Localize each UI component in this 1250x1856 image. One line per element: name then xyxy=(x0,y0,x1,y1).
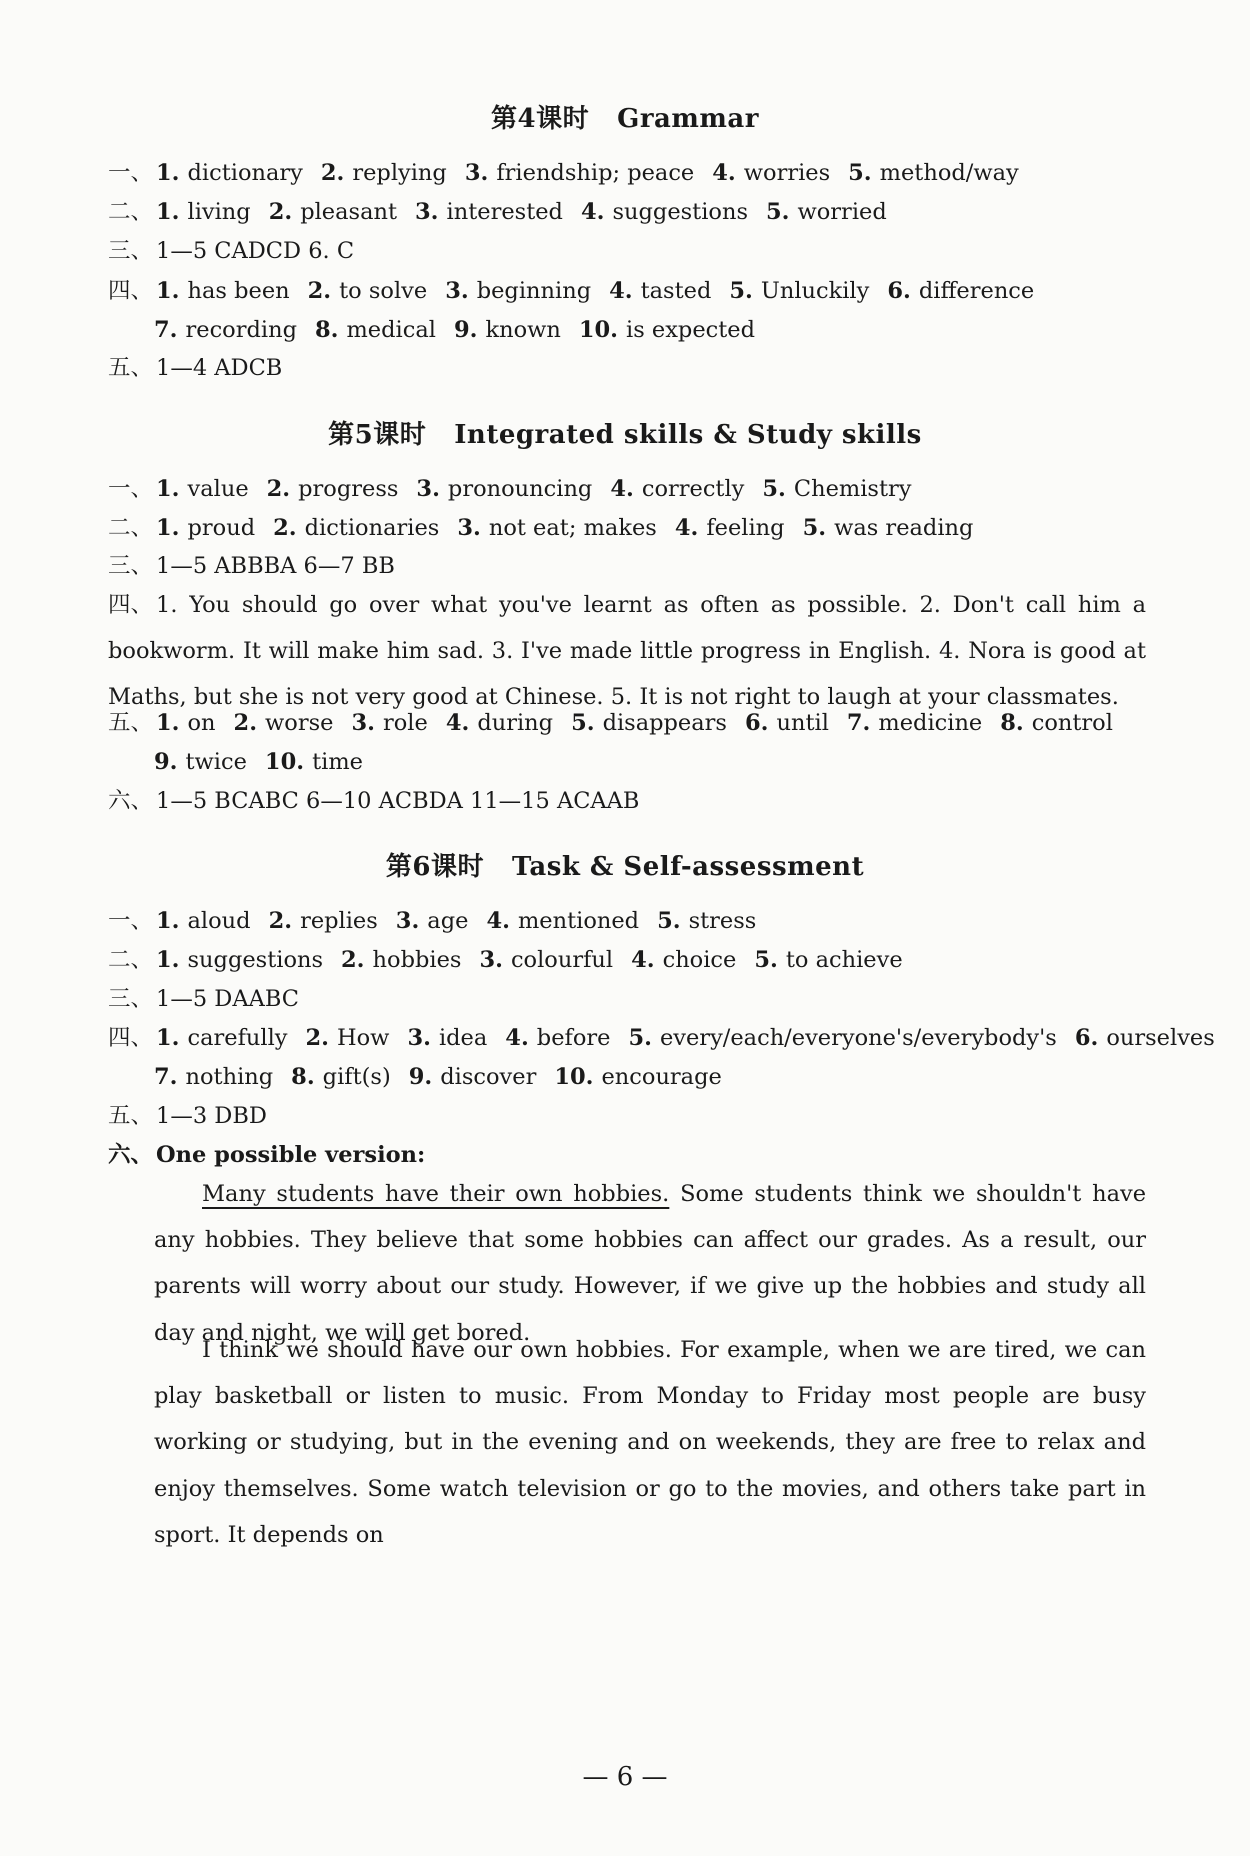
answer-number: 5. xyxy=(754,947,778,973)
answer-text: ourselves xyxy=(1106,1025,1215,1051)
section-title-cn: 第6课时 xyxy=(385,852,484,882)
answer-text: correctly xyxy=(641,476,745,502)
answer-row xyxy=(154,1062,1199,1092)
answer-number: 5. xyxy=(729,278,753,304)
answer-item xyxy=(308,278,428,304)
answer-item xyxy=(454,317,561,343)
answer-number: 9. xyxy=(453,317,478,343)
answer-text: to solve xyxy=(339,278,428,304)
answer-item xyxy=(486,908,639,934)
answer-row xyxy=(154,747,1199,777)
answer-item xyxy=(457,515,656,541)
question-group-label: 四、 xyxy=(108,278,154,304)
answer-number: 5. xyxy=(628,1025,652,1051)
answer-text: recording xyxy=(185,317,297,343)
answer-number: 2. xyxy=(341,947,365,973)
question-group-label: 六、 xyxy=(108,1142,154,1168)
answer-text: 1—5 DAABC xyxy=(156,986,299,1012)
answer-text: hobbies xyxy=(372,947,462,973)
answer-row xyxy=(108,474,1153,504)
essay-text: Some students think we shouldn't have any hobbies. They believe that some hobbies can affect our grades. As a result, our parents will worry about our study. However, if we give up the hobbies and study all day and night, we will get bored. xyxy=(154,1181,1147,1346)
answer-text: tasted xyxy=(640,278,712,304)
answer-text: medical xyxy=(346,317,436,343)
answer-text: stress xyxy=(688,908,757,934)
answer-number: 3. xyxy=(479,947,503,973)
question-group-label: 一、 xyxy=(108,476,154,502)
answer-text: suggestions xyxy=(612,199,748,225)
answer-item xyxy=(156,160,303,186)
answer-number: 4. xyxy=(445,710,470,736)
answer-item xyxy=(581,199,748,225)
answer-number: 4. xyxy=(505,1025,529,1051)
answer-item xyxy=(396,908,469,934)
answer-number: 3. xyxy=(445,278,469,304)
answer-number: 1. xyxy=(156,1025,180,1051)
question-group-label: 四、 xyxy=(108,1025,154,1051)
answer-row xyxy=(108,551,1153,581)
answer-text: How xyxy=(337,1025,390,1051)
answer-row xyxy=(108,1140,1153,1170)
answer-text: control xyxy=(1031,710,1113,736)
answer-number: 4. xyxy=(486,908,510,934)
answer-text: colourful xyxy=(510,947,614,973)
answer-text: pleasant xyxy=(300,199,398,225)
answer-number: 1. xyxy=(156,710,180,736)
answer-text: Chemistry xyxy=(793,476,912,502)
answer-text: dictionary xyxy=(187,160,303,186)
answer-item xyxy=(306,1025,390,1051)
answer-number: 1. xyxy=(156,515,180,541)
answer-number: 3. xyxy=(395,908,420,934)
answer-text: encourage xyxy=(601,1064,722,1090)
answer-text: to achieve xyxy=(785,947,903,973)
answer-item xyxy=(154,1064,273,1090)
answer-number: 5. xyxy=(802,515,827,541)
answer-number: 8. xyxy=(1000,710,1024,736)
answer-text: One possible version: xyxy=(156,1142,426,1168)
answer-item xyxy=(762,476,911,502)
page-number: — 6 — xyxy=(582,1762,668,1792)
answer-text: choice xyxy=(662,947,737,973)
answer-number: 4. xyxy=(712,160,736,186)
question-group-label: 六、 xyxy=(108,788,154,814)
answer-text: 1—4 ADCB xyxy=(156,355,283,381)
answer-text: beginning xyxy=(476,278,592,304)
answer-item xyxy=(409,1064,537,1090)
question-group-label: 一、 xyxy=(108,160,154,186)
answer-text: discover xyxy=(440,1064,537,1090)
answer-item xyxy=(465,160,694,186)
answer-number: 7. xyxy=(154,1064,178,1090)
answer-number: 3. xyxy=(407,1025,431,1051)
answer-text: disappears xyxy=(602,710,727,736)
answer-item xyxy=(628,1025,1056,1051)
answer-item xyxy=(1075,1025,1215,1051)
answer-text: replying xyxy=(352,160,447,186)
answer-text: difference xyxy=(918,278,1035,304)
answer-number: 3. xyxy=(416,476,440,502)
answer-text: mentioned xyxy=(517,908,640,934)
answer-item xyxy=(156,476,249,502)
section-title-en: Task & Self-assessment xyxy=(512,852,865,882)
answer-row xyxy=(108,786,1153,816)
answer-item xyxy=(847,710,982,736)
essay-topic-sentence: Many students have their own hobbies. xyxy=(202,1181,670,1207)
answer-number: 2. xyxy=(268,908,293,934)
answer-text: age xyxy=(427,908,469,934)
answer-item xyxy=(156,199,251,225)
answer-row xyxy=(108,1101,1153,1131)
answer-number: 6. xyxy=(744,710,769,736)
answer-item xyxy=(745,710,829,736)
answer-text: suggestions xyxy=(187,947,324,973)
answer-text: 1—5 CADCD 6. C xyxy=(156,238,355,264)
answer-item xyxy=(265,749,363,775)
answer-number: 6. xyxy=(887,278,911,304)
answer-text: has been xyxy=(187,278,290,304)
answer-text: living xyxy=(187,199,251,225)
answer-text: known xyxy=(485,317,561,343)
answer-number: 2. xyxy=(266,476,291,502)
answer-item xyxy=(631,947,736,973)
answer-row xyxy=(108,236,1153,266)
answer-number: 1. xyxy=(156,476,180,502)
answer-number: 4. xyxy=(580,199,605,225)
question-group-label: 四、 xyxy=(108,592,154,618)
answer-number: 3. xyxy=(415,199,439,225)
answer-item xyxy=(269,908,378,934)
answer-number: 9. xyxy=(408,1064,433,1090)
answer-item xyxy=(729,278,869,304)
answer-text: not eat; makes xyxy=(488,515,657,541)
answer-text: 1—3 DBD xyxy=(156,1103,267,1129)
answer-text: Unluckily xyxy=(760,278,870,304)
answer-row xyxy=(108,906,1153,936)
question-group-label: 五、 xyxy=(108,710,154,736)
answer-item xyxy=(803,515,974,541)
answer-text: friendship; peace xyxy=(496,160,695,186)
answer-row xyxy=(108,197,1153,227)
answer-number: 9. xyxy=(154,749,178,775)
answer-item xyxy=(416,476,592,502)
answer-number: 1. xyxy=(156,199,180,225)
answer-item xyxy=(273,515,439,541)
answer-item xyxy=(848,160,1019,186)
section-title-en: Integrated skills & Study skills xyxy=(454,420,922,450)
section-title-4 xyxy=(0,98,1250,135)
answer-number: 1. xyxy=(156,908,180,934)
answer-text: gift(s) xyxy=(322,1064,391,1090)
answer-row xyxy=(108,1023,1215,1053)
answer-text: carefully xyxy=(187,1025,288,1051)
answer-text: time xyxy=(312,749,363,775)
answer-item xyxy=(341,947,461,973)
answer-number: 2. xyxy=(233,710,258,736)
answer-text: nothing xyxy=(185,1064,274,1090)
answer-text: during xyxy=(477,710,554,736)
answer-number: 3. xyxy=(457,515,481,541)
answer-text: value xyxy=(187,476,249,502)
answer-item xyxy=(446,710,553,736)
answer-text: 1. You should go over what you've learnt as often as possible. 2. Don't call him a bookworm. It will make him sad. 3. I've made little progress in English. 4. Nora is good at Maths, but she is not very good at Chinese. 5. It is not right to laugh at your classmates. xyxy=(108,592,1146,711)
essay-paragraph-2 xyxy=(154,1327,1146,1558)
answer-item xyxy=(156,710,216,736)
answer-text: was reading xyxy=(834,515,974,541)
answer-text: every/each/everyone's/everybody's xyxy=(659,1025,1057,1051)
answer-item xyxy=(154,749,247,775)
answer-number: 4. xyxy=(610,476,634,502)
answer-item xyxy=(267,476,399,502)
answer-row xyxy=(154,315,1199,345)
answer-text: interested xyxy=(446,199,563,225)
answer-number: 1. xyxy=(156,278,180,304)
question-group-label: 三、 xyxy=(108,986,154,1012)
answer-item xyxy=(234,710,334,736)
answer-item xyxy=(887,278,1034,304)
question-group-label: 二、 xyxy=(108,199,154,225)
section-title-en: Grammar xyxy=(617,104,759,134)
answer-text: until xyxy=(776,710,829,736)
answer-item xyxy=(154,317,297,343)
answer-text: on xyxy=(187,710,216,736)
answer-number: 10. xyxy=(554,1064,594,1090)
answer-row-long xyxy=(108,582,1146,721)
question-group-label: 五、 xyxy=(108,1103,154,1129)
answer-item xyxy=(269,199,397,225)
answer-number: 4. xyxy=(631,947,655,973)
answer-number: 5. xyxy=(571,710,595,736)
answer-number: 6. xyxy=(1074,1025,1099,1051)
answer-number: 7. xyxy=(154,317,178,343)
section-title-5 xyxy=(0,414,1250,451)
answer-number: 2. xyxy=(305,1025,330,1051)
answer-item xyxy=(445,278,591,304)
answer-number: 5. xyxy=(766,199,790,225)
answer-text: before xyxy=(536,1025,611,1051)
answer-item xyxy=(571,710,727,736)
answer-text: feeling xyxy=(706,515,785,541)
answer-text: worried xyxy=(797,199,887,225)
answer-item xyxy=(156,278,290,304)
answer-item xyxy=(156,908,251,934)
answer-number: 2. xyxy=(307,278,332,304)
answer-number: 4. xyxy=(674,515,699,541)
answer-item xyxy=(407,1025,487,1051)
section-title-cn: 第5课时 xyxy=(328,420,427,450)
question-group-label: 三、 xyxy=(108,238,154,264)
answer-text: dictionaries xyxy=(304,515,440,541)
answer-number: 7. xyxy=(846,710,871,736)
answer-text: pronouncing xyxy=(447,476,593,502)
answer-text: idea xyxy=(438,1025,488,1051)
answer-item xyxy=(1000,710,1113,736)
answer-item xyxy=(156,515,255,541)
answer-item xyxy=(766,199,887,225)
answer-number: 10. xyxy=(264,749,305,775)
answer-item xyxy=(554,1064,722,1090)
answer-row xyxy=(108,158,1153,188)
answer-row xyxy=(108,353,1153,383)
answer-item xyxy=(754,947,902,973)
answer-number: 8. xyxy=(314,317,339,343)
section-title-cn: 第4课时 xyxy=(491,104,590,134)
answer-item xyxy=(351,710,427,736)
question-group-label: 二、 xyxy=(108,947,154,973)
answer-text: worries xyxy=(743,160,831,186)
answer-row xyxy=(108,945,1153,975)
answer-number: 3. xyxy=(351,710,375,736)
answer-item xyxy=(291,1064,391,1090)
answer-number: 2. xyxy=(273,515,297,541)
essay-text: I think we should have our own hobbies. For example, when we are tired, we can play basketball or listen to music. From Monday to Friday most people are busy working or studying, but in the evening and on weekends, they are free to relax and enjoy themselves. Some watch television or go to the movies, and others take part in sport. It depends on xyxy=(154,1337,1146,1548)
answer-number: 5. xyxy=(657,908,681,934)
answer-number: 1. xyxy=(156,160,180,186)
answer-text: worse xyxy=(265,710,334,736)
question-group-label: 二、 xyxy=(108,515,154,541)
answer-item xyxy=(712,160,830,186)
question-group-label: 三、 xyxy=(108,553,154,579)
answer-text: replies xyxy=(300,908,378,934)
answer-number: 4. xyxy=(609,278,633,304)
answer-text: role xyxy=(382,710,428,736)
answer-text: proud xyxy=(187,515,256,541)
question-group-label: 一、 xyxy=(108,908,154,934)
question-group-label: 五、 xyxy=(108,355,154,381)
answer-item xyxy=(415,199,563,225)
answer-number: 10. xyxy=(578,317,619,343)
answer-number: 1. xyxy=(156,947,180,973)
answer-text: method/way xyxy=(879,160,1019,186)
answer-text: aloud xyxy=(187,908,251,934)
answer-number: 8. xyxy=(291,1064,315,1090)
answer-number: 2. xyxy=(320,160,345,186)
answer-row xyxy=(108,708,1153,738)
answer-text: is expected xyxy=(626,317,755,343)
answer-text: medicine xyxy=(878,710,983,736)
answer-item xyxy=(321,160,447,186)
section-title-6 xyxy=(0,846,1250,883)
answer-item xyxy=(579,317,755,343)
answer-item xyxy=(505,1025,610,1051)
answer-item xyxy=(675,515,785,541)
answer-row xyxy=(108,276,1153,306)
answer-item xyxy=(479,947,613,973)
answer-number: 2. xyxy=(268,199,293,225)
answer-item xyxy=(610,476,744,502)
answer-text: 1—5 ABBBA 6—7 BB xyxy=(156,553,395,579)
answer-item xyxy=(315,317,436,343)
answer-item xyxy=(156,947,323,973)
answer-number: 3. xyxy=(464,160,489,186)
answer-number: 5. xyxy=(762,476,786,502)
answer-item xyxy=(156,1025,288,1051)
answer-text: 1—5 BCABC 6—10 ACBDA 11—15 ACAAB xyxy=(156,788,640,814)
answer-text: twice xyxy=(185,749,247,775)
answer-item xyxy=(657,908,756,934)
answer-text: progress xyxy=(298,476,399,502)
answer-row xyxy=(108,513,1153,543)
answer-item xyxy=(609,278,711,304)
answer-number: 5. xyxy=(848,160,872,186)
answer-row xyxy=(108,984,1153,1014)
